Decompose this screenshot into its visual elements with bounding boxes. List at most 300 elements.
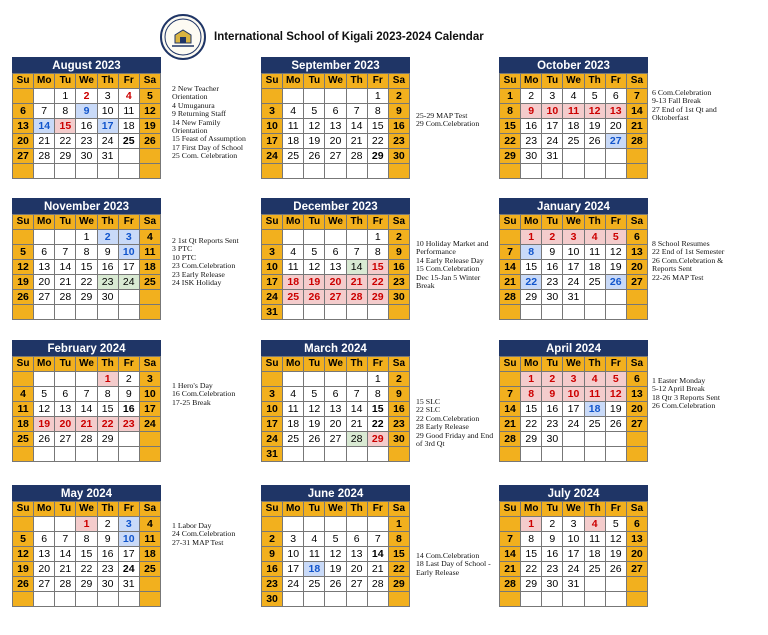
day-cell (584, 577, 605, 592)
day-cell: 23 (388, 275, 409, 290)
day-cell (283, 447, 304, 462)
note-line: 29 Good Friday and End (416, 430, 494, 440)
day-cell (118, 592, 139, 607)
weekday-header: We (76, 357, 97, 372)
day-cell: 3 (262, 104, 283, 119)
month-notes (172, 382, 235, 407)
day-cell: 21 (34, 134, 55, 149)
weekday-header: Su (262, 74, 283, 89)
day-cell: 7 (76, 387, 97, 402)
day-cell: 13 (325, 260, 346, 275)
day-cell (605, 305, 626, 320)
weekday-header: Mo (521, 74, 542, 89)
weekday-header: Sa (626, 502, 647, 517)
day-cell: 29 (367, 290, 388, 305)
day-cell: 8 (521, 245, 542, 260)
day-cell: 2 (521, 89, 542, 104)
month-title: September 2023 (261, 57, 410, 73)
day-cell: 14 (500, 260, 521, 275)
day-cell: 30 (388, 290, 409, 305)
day-cell: 25 (563, 134, 584, 149)
weekday-header: Mo (34, 357, 55, 372)
day-cell: 12 (584, 104, 605, 119)
day-cell: 13 (626, 532, 647, 547)
day-cell: 11 (584, 532, 605, 547)
day-cell: 9 (388, 245, 409, 260)
day-cell: 24 (262, 290, 283, 305)
weekday-header: Su (13, 74, 34, 89)
day-cell: 28 (346, 290, 367, 305)
day-cell: 2 (388, 230, 409, 245)
day-cell: 18 (283, 134, 304, 149)
day-cell: 18 (283, 417, 304, 432)
day-cell (139, 432, 160, 447)
day-cell: 4 (283, 387, 304, 402)
day-cell (521, 447, 542, 462)
day-cell: 2 (542, 372, 563, 387)
month-calendar (499, 57, 648, 179)
day-cell: 1 (367, 372, 388, 387)
day-cell: 7 (367, 532, 388, 547)
day-cell: 21 (55, 562, 76, 577)
weekday-header: Th (97, 502, 118, 517)
weekday-header: We (325, 74, 346, 89)
day-cell: 3 (262, 387, 283, 402)
day-cell: 15 (97, 402, 118, 417)
note-line: 16 Com.Celebration (172, 389, 236, 399)
day-cell: 16 (118, 402, 139, 417)
day-cell: 15 (521, 402, 542, 417)
note-line: 22 SLC (416, 405, 441, 415)
day-cell: 9 (76, 104, 97, 119)
day-cell (367, 305, 388, 320)
day-cell: 20 (626, 547, 647, 562)
day-cell: 25 (139, 275, 160, 290)
day-cell: 23 (97, 275, 118, 290)
note-line: 26 Com.Celebration & (652, 255, 724, 265)
day-cell: 20 (325, 417, 346, 432)
weekday-header: Mo (283, 357, 304, 372)
day-cell: 27 (325, 432, 346, 447)
day-cell: 7 (346, 387, 367, 402)
day-cell (563, 592, 584, 607)
day-cell (521, 164, 542, 179)
day-cell (139, 592, 160, 607)
day-cell (346, 305, 367, 320)
note-line: 27 End of 1st Qt and (652, 104, 717, 114)
day-cell: 30 (521, 149, 542, 164)
day-cell: 11 (584, 387, 605, 402)
day-cell: 7 (346, 245, 367, 260)
day-cell: 17 (118, 547, 139, 562)
day-cell: 17 (118, 260, 139, 275)
day-cell (521, 305, 542, 320)
day-cell: 9 (542, 245, 563, 260)
day-cell: 22 (367, 417, 388, 432)
day-cell: 8 (521, 532, 542, 547)
note-line: Dec 15-Jan 5 Winter (416, 272, 481, 282)
day-cell: 14 (34, 119, 55, 134)
day-cell: 9 (262, 547, 283, 562)
weekday-header: Sa (139, 502, 160, 517)
day-cell: 28 (500, 577, 521, 592)
day-cell: 15 (367, 402, 388, 417)
weekday-header: We (76, 502, 97, 517)
day-cell: 19 (34, 417, 55, 432)
weekday-header: Su (500, 502, 521, 517)
day-cell (388, 164, 409, 179)
day-cell: 26 (13, 290, 34, 305)
day-cell (388, 447, 409, 462)
day-cell: 18 (563, 119, 584, 134)
day-cell (55, 164, 76, 179)
note-line: 3 PTC (172, 244, 193, 254)
weekday-header: Sa (139, 74, 160, 89)
note-line: 22 End of 1st Semester (652, 247, 725, 257)
day-cell (55, 517, 76, 532)
day-cell: 18 (13, 417, 34, 432)
day-cell: 6 (325, 245, 346, 260)
day-cell (13, 89, 34, 104)
weekday-header: Fr (605, 502, 626, 517)
day-cell: 16 (388, 402, 409, 417)
note-line: 14 New Family (172, 117, 221, 127)
day-cell: 17 (262, 275, 283, 290)
weekday-header: Sa (388, 357, 409, 372)
school-crest-icon (162, 16, 204, 58)
day-cell (626, 432, 647, 447)
day-cell: 27 (55, 432, 76, 447)
day-cell: 15 (388, 547, 409, 562)
day-cell (500, 447, 521, 462)
day-cell: 5 (13, 245, 34, 260)
month-notes (416, 112, 479, 129)
day-cell (76, 592, 97, 607)
note-line: 22-26 MAP Test (652, 272, 704, 282)
day-cell: 30 (97, 577, 118, 592)
day-cell: 11 (283, 260, 304, 275)
day-cell: 14 (346, 119, 367, 134)
day-cell: 6 (605, 89, 626, 104)
note-line: 8 School Resumes (652, 239, 710, 248)
note-line: 5-12 April Break (652, 384, 705, 394)
note-line: 4 Umuganura (172, 100, 215, 110)
day-cell: 10 (283, 547, 304, 562)
day-cell: 4 (283, 104, 304, 119)
day-cell: 24 (542, 134, 563, 149)
day-cell: 26 (304, 290, 325, 305)
day-cell (13, 305, 34, 320)
note-line: 25 Com. Celebration (172, 151, 238, 161)
day-cell: 2 (388, 89, 409, 104)
day-cell: 19 (304, 417, 325, 432)
day-cell: 6 (13, 104, 34, 119)
day-cell: 16 (542, 402, 563, 417)
month-calendar (12, 485, 161, 607)
day-cell (542, 164, 563, 179)
month-table (261, 73, 410, 179)
weekday-header: We (325, 502, 346, 517)
day-cell (262, 372, 283, 387)
month-table (499, 73, 648, 179)
day-cell: 30 (97, 290, 118, 305)
weekday-header: Fr (367, 357, 388, 372)
month-title: June 2024 (261, 485, 410, 501)
day-cell: 27 (34, 577, 55, 592)
day-cell: 25 (139, 562, 160, 577)
day-cell (605, 592, 626, 607)
day-cell: 19 (139, 119, 160, 134)
day-cell: 6 (626, 230, 647, 245)
day-cell: 12 (605, 245, 626, 260)
day-cell: 4 (13, 387, 34, 402)
month-title: January 2024 (499, 198, 648, 214)
day-cell (283, 372, 304, 387)
month-table (499, 501, 648, 607)
day-cell: 25 (584, 275, 605, 290)
note-line: 26 Com.Celebration (652, 401, 716, 411)
day-cell: 19 (605, 260, 626, 275)
day-cell: 10 (563, 532, 584, 547)
day-cell: 3 (262, 245, 283, 260)
day-cell: 15 (521, 547, 542, 562)
weekday-header: Fr (118, 74, 139, 89)
weekday-header: Th (346, 502, 367, 517)
month-table (261, 501, 410, 607)
day-cell (346, 447, 367, 462)
note-line: 1 Labor Day (172, 521, 212, 530)
day-cell: 12 (304, 402, 325, 417)
day-cell: 13 (325, 402, 346, 417)
day-cell: 21 (500, 275, 521, 290)
day-cell (283, 305, 304, 320)
day-cell (542, 305, 563, 320)
day-cell: 8 (76, 245, 97, 260)
day-cell: 25 (304, 577, 325, 592)
weekday-header: Tu (304, 357, 325, 372)
day-cell: 4 (584, 372, 605, 387)
day-cell: 8 (76, 532, 97, 547)
day-cell (584, 592, 605, 607)
note-line: 1 Easter Monday (652, 376, 706, 385)
day-cell: 13 (34, 547, 55, 562)
day-cell: 22 (388, 562, 409, 577)
weekday-header: Su (500, 357, 521, 372)
day-cell: 8 (55, 104, 76, 119)
weekday-header: Sa (388, 74, 409, 89)
day-cell: 29 (521, 290, 542, 305)
day-cell: 7 (55, 532, 76, 547)
day-cell: 3 (97, 89, 118, 104)
day-cell (283, 89, 304, 104)
day-cell (325, 447, 346, 462)
day-cell (262, 164, 283, 179)
weekday-header: Fr (367, 215, 388, 230)
day-cell: 9 (388, 104, 409, 119)
weekday-header: Su (13, 215, 34, 230)
day-cell: 29 (500, 149, 521, 164)
day-cell (584, 290, 605, 305)
weekday-header: Mo (521, 357, 542, 372)
day-cell: 1 (76, 230, 97, 245)
day-cell (118, 447, 139, 462)
month-title: March 2024 (261, 340, 410, 356)
day-cell: 5 (34, 387, 55, 402)
day-cell: 12 (139, 104, 160, 119)
day-cell (626, 592, 647, 607)
day-cell: 3 (139, 372, 160, 387)
day-cell: 15 (367, 260, 388, 275)
day-cell: 19 (304, 275, 325, 290)
day-cell: 31 (563, 290, 584, 305)
month-notes (652, 377, 720, 411)
day-cell: 8 (367, 387, 388, 402)
day-cell (346, 89, 367, 104)
day-cell (55, 372, 76, 387)
day-cell (34, 517, 55, 532)
day-cell: 12 (605, 387, 626, 402)
note-line: 29 Com.Celebration (416, 119, 480, 129)
day-cell: 8 (521, 387, 542, 402)
note-line: 22 Com.Celebration (416, 413, 480, 423)
day-cell: 19 (325, 562, 346, 577)
day-cell: 3 (542, 89, 563, 104)
day-cell: 25 (584, 562, 605, 577)
day-cell (34, 164, 55, 179)
weekday-header: Sa (139, 215, 160, 230)
day-cell (139, 290, 160, 305)
day-cell: 14 (76, 402, 97, 417)
day-cell: 11 (563, 104, 584, 119)
day-cell (500, 592, 521, 607)
day-cell: 7 (55, 245, 76, 260)
day-cell: 14 (367, 547, 388, 562)
day-cell: 4 (584, 517, 605, 532)
weekday-header: Th (97, 215, 118, 230)
day-cell: 26 (304, 149, 325, 164)
month-calendar (499, 198, 648, 320)
day-cell: 1 (521, 372, 542, 387)
day-cell: 9 (97, 532, 118, 547)
day-cell: 1 (367, 89, 388, 104)
weekday-header: Mo (34, 502, 55, 517)
note-line: 9 Returning Staff (172, 109, 226, 119)
day-cell (584, 305, 605, 320)
day-cell (283, 230, 304, 245)
day-cell: 25 (283, 432, 304, 447)
weekday-header: Th (97, 357, 118, 372)
day-cell: 10 (139, 387, 160, 402)
note-line: 28 Early Release (416, 422, 469, 432)
month-notes (416, 398, 493, 448)
day-cell: 2 (97, 517, 118, 532)
day-cell (325, 305, 346, 320)
day-cell: 9 (388, 387, 409, 402)
day-cell: 26 (34, 432, 55, 447)
day-cell: 26 (584, 134, 605, 149)
day-cell: 6 (55, 387, 76, 402)
day-cell: 21 (500, 562, 521, 577)
note-line: 2 New Teacher (172, 84, 219, 93)
weekday-header: Tu (542, 357, 563, 372)
day-cell (283, 592, 304, 607)
day-cell: 1 (521, 230, 542, 245)
day-cell: 19 (605, 547, 626, 562)
weekday-header: Th (346, 74, 367, 89)
day-cell: 11 (139, 245, 160, 260)
month-calendar (12, 340, 161, 462)
day-cell: 8 (388, 532, 409, 547)
day-cell: 7 (346, 104, 367, 119)
day-cell: 11 (304, 547, 325, 562)
day-cell: 30 (542, 577, 563, 592)
day-cell: 17 (262, 417, 283, 432)
day-cell: 25 (283, 149, 304, 164)
day-cell: 16 (97, 547, 118, 562)
day-cell (346, 592, 367, 607)
day-cell: 4 (139, 517, 160, 532)
weekday-header: We (76, 74, 97, 89)
weekday-header: Fr (118, 215, 139, 230)
day-cell (325, 164, 346, 179)
note-line: 23 Early Release (172, 269, 225, 279)
day-cell: 2 (76, 89, 97, 104)
day-cell: 3 (118, 517, 139, 532)
day-cell (304, 447, 325, 462)
month-notes (652, 89, 717, 123)
note-line: 27-31 MAP Test (172, 537, 224, 547)
day-cell (325, 89, 346, 104)
day-cell: 7 (500, 245, 521, 260)
note-line: 18 Last Day of School - (416, 559, 491, 569)
day-cell: 27 (325, 290, 346, 305)
day-cell: 12 (605, 532, 626, 547)
day-cell: 22 (500, 134, 521, 149)
note-line: Break (416, 281, 435, 291)
day-cell (262, 517, 283, 532)
day-cell: 14 (346, 260, 367, 275)
day-cell: 13 (626, 387, 647, 402)
day-cell: 11 (584, 245, 605, 260)
day-cell (13, 592, 34, 607)
month-table (12, 356, 161, 462)
day-cell: 2 (388, 372, 409, 387)
note-line: 17-25 Break (172, 397, 211, 407)
day-cell: 27 (325, 149, 346, 164)
day-cell (55, 447, 76, 462)
day-cell (563, 432, 584, 447)
month-notes (172, 522, 235, 547)
day-cell (118, 290, 139, 305)
day-cell: 19 (13, 562, 34, 577)
day-cell: 28 (346, 432, 367, 447)
day-cell: 31 (542, 149, 563, 164)
day-cell: 22 (367, 275, 388, 290)
day-cell: 8 (367, 104, 388, 119)
month-table (261, 214, 410, 320)
day-cell: 4 (283, 245, 304, 260)
weekday-header: Mo (283, 215, 304, 230)
day-cell: 5 (605, 372, 626, 387)
weekday-header: Sa (626, 74, 647, 89)
day-cell: 1 (388, 517, 409, 532)
day-cell: 29 (521, 432, 542, 447)
note-line: 9-13 Fall Break (652, 96, 701, 106)
day-cell: 24 (563, 562, 584, 577)
month-calendar (261, 485, 410, 607)
day-cell: 3 (563, 372, 584, 387)
day-cell (605, 577, 626, 592)
